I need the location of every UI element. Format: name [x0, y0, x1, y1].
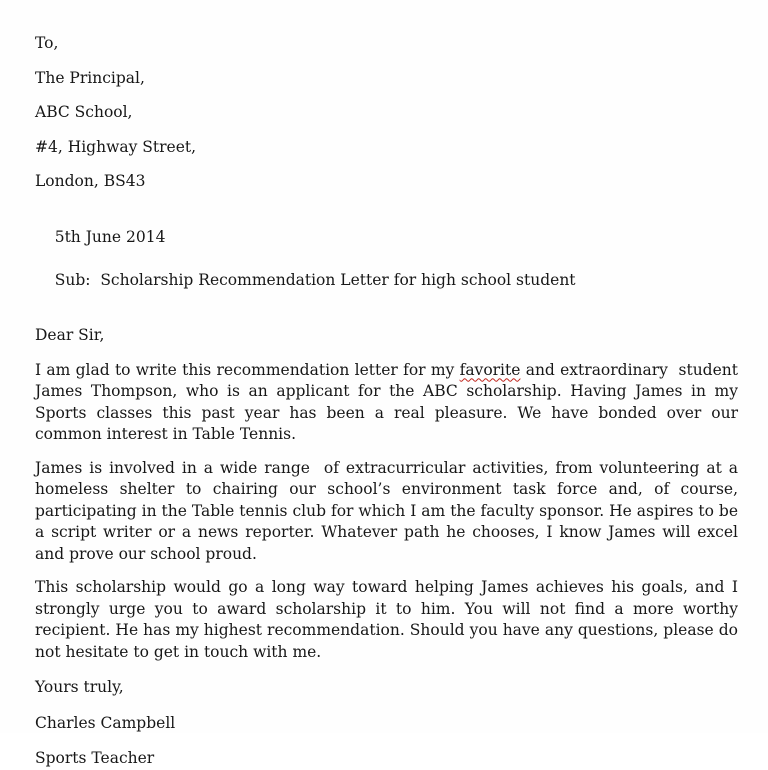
misspelled-word-favorite: favorite	[459, 360, 521, 379]
recipient-line-principal: The Principal,	[35, 68, 145, 87]
signature-name: Charles Campbell	[35, 713, 176, 732]
body-paragraph-1	[35, 360, 743, 446]
greeting: Dear Sir,	[35, 326, 105, 344]
recipient-line-school: ABC School,	[35, 103, 133, 121]
date-line: 5th June 2014	[54, 228, 166, 246]
recipient-to-line: To,	[35, 34, 59, 52]
date-subject-block	[35, 206, 738, 314]
paragraph-1-text-before: I am glad to write this recommendation letter for my	[35, 360, 460, 379]
recipient-line-street: #4, Highway Street,	[35, 137, 197, 156]
paragraph-1-text-after: and extraordinary student James Thompson, who is an applicant for the ABC scholarship. Having James in my Sports classes this past year has been a real pleasure. We have bonded over our common interest in Table Tennis.	[35, 360, 743, 443]
sign-off: Yours truly,	[35, 678, 124, 696]
signature-title: Sports Teacher	[35, 749, 155, 767]
body-paragraph-3: This scholarship would go a long way toward helping James achieves his goals, and I strongly urge you to award scholarship it to him. You will not find a more worthy recipient. He has my highest recommendation. Should you have any questions, please do not hesitate to get in touch with me.	[35, 578, 743, 661]
body-paragraph-2: James is involved in a wide range of extracurricular activities, from volunteering at a homeless shelter to chairing our school’s environment task force and, of course, participating in the Table tennis club for which I am the faculty sponsor. He aspires to be a script writer or a news reporter. Whatever path he chooses, I know James will excel and prove our school proud.	[35, 458, 743, 563]
recipient-line-city: London, BS43	[35, 172, 146, 190]
subject-line: Sub: Scholarship Recommendation Letter for high school student	[54, 271, 576, 289]
